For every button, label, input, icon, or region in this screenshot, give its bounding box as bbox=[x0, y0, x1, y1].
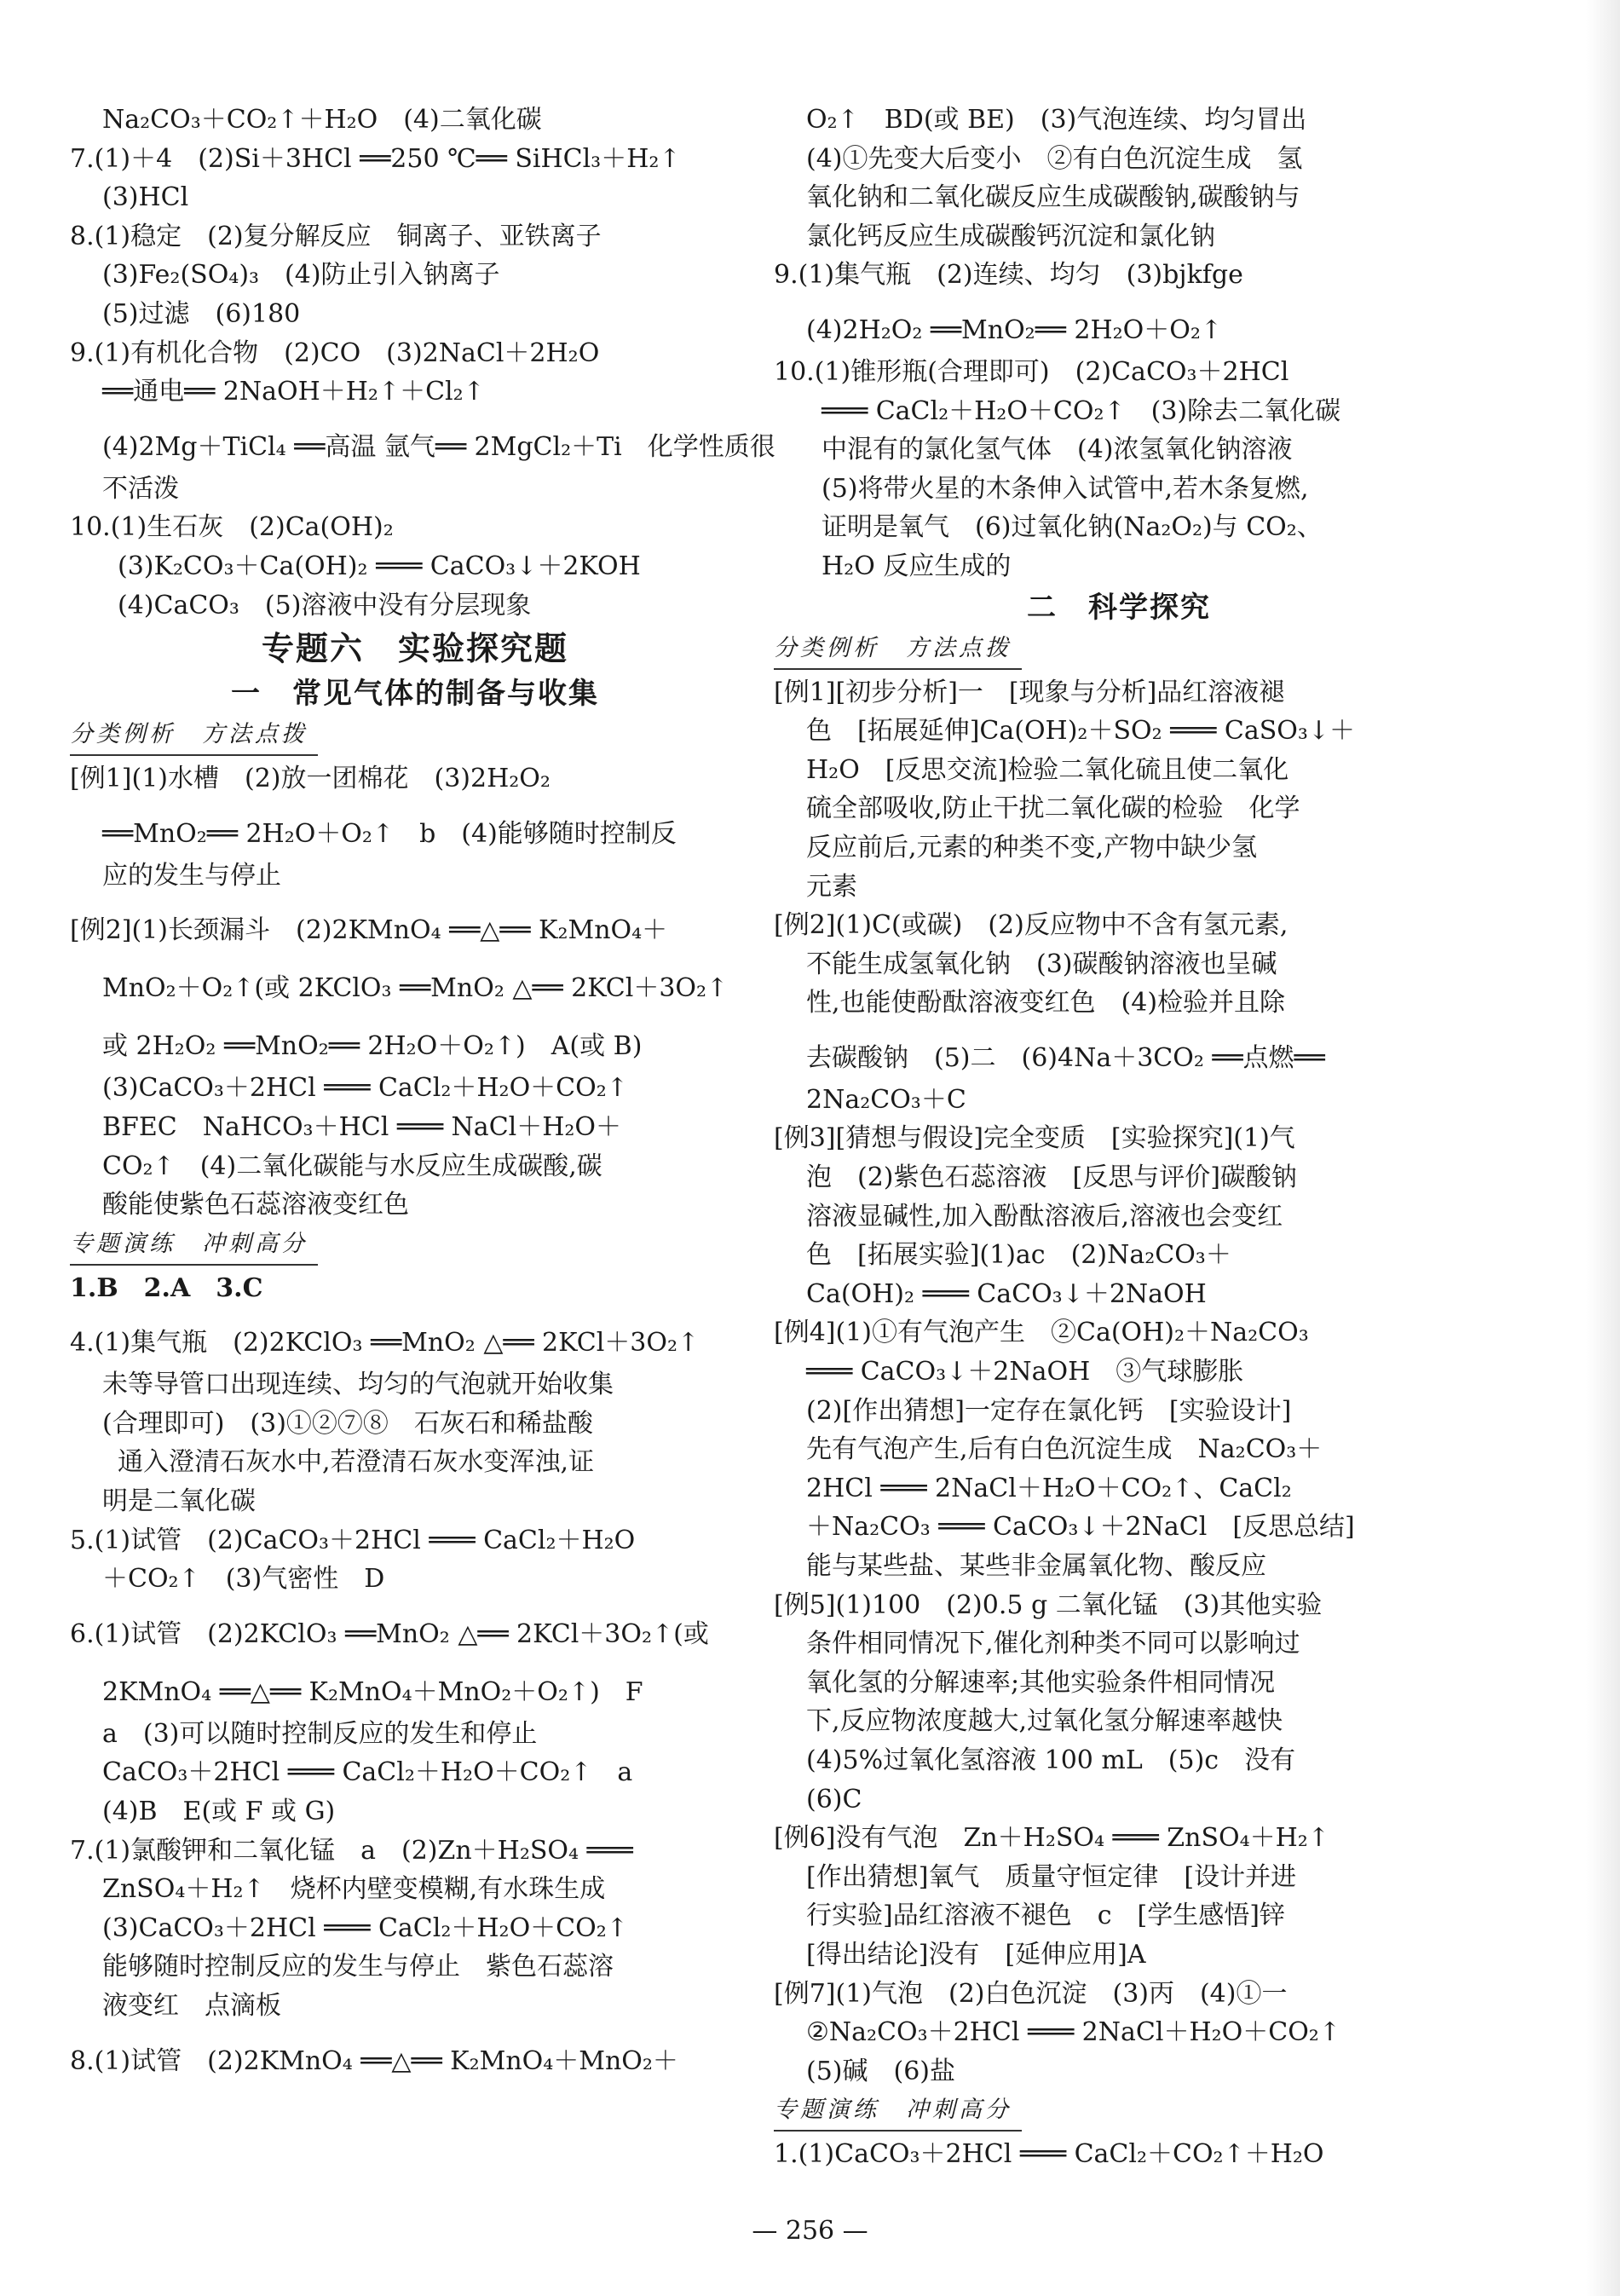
answer-line: [例7](1)气泡 (2)白色沉淀 (3)丙 (4)①一 bbox=[774, 1978, 1288, 2009]
answer-line: (4)2H₂O₂ ══MnO₂══ 2H₂O＋O₂↑ bbox=[806, 314, 1222, 345]
answer-line: 反应前后,元素的种类不变,产物中缺少氢 bbox=[806, 832, 1258, 862]
section-heading: 二 科学探究 bbox=[1027, 590, 1211, 625]
page-fold-shadow bbox=[1586, 0, 1620, 2296]
answer-line: 条件相同情况下,催化剂种类不同可以影响过 bbox=[806, 1629, 1300, 1659]
answer-line: 行实验]品红溶液不褪色 c [学生感悟]锌 bbox=[806, 1901, 1285, 1931]
answer-line: ＋CO₂↑ (3)气密性 D bbox=[102, 1564, 385, 1595]
page-number: — 256 — bbox=[752, 2216, 868, 2246]
answer-line: 2HCl ═══ 2NaCl＋H₂O＋CO₂↑、CaCl₂ bbox=[806, 1473, 1292, 1503]
answer-line: (3)HCl bbox=[102, 182, 189, 213]
answer-line: 通入澄清石灰水中,若澄清石灰水变浑浊,证 bbox=[118, 1447, 595, 1478]
answer-line: 泡 (2)紫色石蕊溶液 [反思与评价]碳酸钠 bbox=[806, 1162, 1297, 1193]
section-heading: 专题六 实验探究题 bbox=[261, 630, 568, 668]
answer-line: 色 [拓展实验](1)ac (2)Na₂CO₃＋ bbox=[806, 1240, 1231, 1271]
answer-line: Ca(OH)₂ ═══ CaCO₃↓＋2NaOH bbox=[806, 1278, 1207, 1309]
answer-line: 证明是氧气 (6)过氧化钠(Na₂O₂)与 CO₂、 bbox=[822, 512, 1323, 543]
answer-line: 2Na₂CO₃＋C bbox=[806, 1084, 966, 1115]
answer-line: 未等导管口出现连续、均匀的气泡就开始收集 bbox=[102, 1370, 614, 1400]
answer-line: 5.(1)试管 (2)CaCO₃＋2HCl ═══ CaCl₂＋H₂O bbox=[70, 1525, 636, 1555]
answer-line: (3)CaCO₃＋2HCl ═══ CaCl₂＋H₂O＋CO₂↑ bbox=[102, 1912, 628, 1943]
answer-line: CO₂↑ (4)二氧化碳能与水反应生成碳酸,碳 bbox=[102, 1151, 602, 1181]
answer-line: [例3][猜想与假设]完全变质 [实验探究](1)气 bbox=[774, 1123, 1295, 1154]
answer-line: (5)将带火星的木条伸入试管中,若木条复燃, bbox=[822, 473, 1309, 504]
answer-line: 能够随时控制反应的发生与停止 紫色石蕊溶 bbox=[102, 1952, 614, 1982]
left-column bbox=[70, 101, 775, 2084]
answer-line: 4.(1)集气瓶 (2)2KClO₃ ══MnO₂ △══ 2KCl＋3O₂↑ bbox=[70, 1328, 700, 1359]
answer-line: 去碳酸钠 (5)二 (6)4Na＋3CO₂ ══点燃══ bbox=[806, 1042, 1325, 1073]
answer-line: 7.(1)＋4 (2)Si＋3HCl ══250 ℃══ SiHCl₃＋H₂↑ bbox=[70, 143, 681, 174]
answer-line: [例2](1)长颈漏斗 (2)2KMnO₄ ══△══ K₂MnO₄＋ bbox=[70, 915, 668, 946]
answer-line: [例4](1)①有气泡产生 ②Ca(OH)₂＋Na₂CO₃ bbox=[774, 1318, 1309, 1348]
answer-line: 1.(1)CaCO₃＋2HCl ═══ CaCl₂＋CO₂↑＋H₂O bbox=[774, 2139, 1324, 2170]
answer-line: 不活泼 bbox=[102, 473, 179, 504]
answer-line: [例1][初步分析]一 [现象与分析]品红溶液褪 bbox=[774, 677, 1285, 707]
answer-line: 中混有的氯化氢气体 (4)浓氢氧化钠溶液 bbox=[822, 435, 1293, 465]
subsection-bar: 分类例析 方法点拨 bbox=[774, 629, 1022, 670]
answer-line: H₂O 反应生成的 bbox=[822, 551, 1012, 581]
answer-line: 氯化钙反应生成碳酸钙沉淀和氯化钠 bbox=[806, 221, 1215, 251]
answer-line: 6.(1)试管 (2)2KClO₃ ══MnO₂ △══ 2KCl＋3O₂↑(或 bbox=[70, 1618, 709, 1649]
answer-line: 色 [拓展延伸]Ca(OH)₂＋SO₂ ═══ CaSO₃↓＋ bbox=[806, 716, 1356, 747]
answer-line: 能与某些盐、某些非金属氧化物、酸反应 bbox=[806, 1551, 1266, 1581]
answer-line: 溶液显碱性,加入酚酞溶液后,溶液也会变红 bbox=[806, 1201, 1283, 1232]
answer-line: O₂↑ BD(或 BE) (3)气泡连续、均匀冒出 bbox=[806, 105, 1307, 135]
answer-line: H₂O [反思交流]检验二氧化硫且使二氧化 bbox=[806, 754, 1289, 785]
right-column bbox=[774, 101, 1464, 2174]
answer-line: [得出结论]没有 [延伸应用]A bbox=[806, 1939, 1146, 1970]
answer-line: 不能生成氢氧化钠 (3)碳酸钠溶液也呈碱 bbox=[806, 949, 1277, 979]
subsection-bar: 专题演练 冲刺高分 bbox=[774, 2091, 1022, 2132]
answer-line: 或 2H₂O₂ ══MnO₂══ 2H₂O＋O₂↑) A(或 B) bbox=[102, 1031, 643, 1062]
answer-line: 9.(1)有机化合物 (2)CO (3)2NaCl＋2H₂O bbox=[70, 337, 600, 368]
answer-line: (2)[作出猜想]一定存在氯化钙 [实验设计] bbox=[806, 1395, 1292, 1426]
answer-line: (4)①先变大后变小 ②有白色沉淀生成 氢 bbox=[806, 143, 1303, 174]
answer-line: MnO₂＋O₂↑(或 2KClO₃ ══MnO₂ △══ 2KCl＋3O₂↑ bbox=[102, 973, 729, 1004]
answer-line: ═══ CaCO₃↓＋2NaOH ③气球膨胀 bbox=[806, 1357, 1244, 1387]
answer-line: 硫全部吸收,防止干扰二氧化碳的检验 化学 bbox=[806, 793, 1300, 824]
answer-line: ══通电══ 2NaOH＋H₂↑＋Cl₂↑ bbox=[102, 377, 485, 407]
answer-line: ═══ CaCl₂＋H₂O＋CO₂↑ (3)除去二氧化碳 bbox=[822, 395, 1341, 426]
answer-line: [作出猜想]氧气 质量守恒定律 [设计并进 bbox=[806, 1861, 1297, 1892]
answer-line: 应的发生与停止 bbox=[102, 860, 281, 891]
answer-line: ══MnO₂══ 2H₂O＋O₂↑ b (4)能够随时控制反 bbox=[102, 818, 677, 849]
answer-line: 氧化氢的分解速率;其他实验条件相同情况 bbox=[806, 1667, 1276, 1698]
answer-line: 液变红 点滴板 bbox=[102, 1991, 281, 2021]
answer-line: 7.(1)氯酸钾和二氧化锰 a (2)Zn＋H₂SO₄ ═══ bbox=[70, 1835, 633, 1866]
answer-line: 酸能使紫色石蕊溶液变红色 bbox=[102, 1190, 409, 1220]
answer-line: Na₂CO₃＋CO₂↑＋H₂O (4)二氧化碳 bbox=[102, 105, 542, 135]
answer-line: 10.(1)生石灰 (2)Ca(OH)₂ bbox=[70, 512, 394, 543]
answer-line: (4)5%过氧化氢溶液 100 mL (5)c 没有 bbox=[806, 1745, 1296, 1775]
answer-line: (4)CaCO₃ (5)溶液中没有分层现象 bbox=[118, 590, 532, 620]
answer-line: [例5](1)100 (2)0.5 g 二氧化锰 (3)其他实验 bbox=[774, 1589, 1323, 1620]
answer-line: ZnSO₄＋H₂↑ 烧杯内壁变模糊,有水珠生成 bbox=[102, 1874, 606, 1905]
answer-line: 明是二氧化碳 bbox=[102, 1486, 256, 1517]
answer-line: [例6]没有气泡 Zn＋H₂SO₄ ═══ ZnSO₄＋H₂↑ bbox=[774, 1823, 1329, 1854]
answer-line: ＋Na₂CO₃ ═══ CaCO₃↓＋2NaCl [反思总结] bbox=[806, 1512, 1355, 1543]
subsection-bar: 专题演练 冲刺高分 bbox=[70, 1225, 318, 1266]
answer-line: 9.(1)集气瓶 (2)连续、均匀 (3)bjkfge bbox=[774, 260, 1243, 291]
answer-line: (5)过滤 (6)180 bbox=[102, 298, 301, 329]
answer-line: BFEC NaHCO₃＋HCl ═══ NaCl＋H₂O＋ bbox=[102, 1111, 622, 1142]
subsection-bar: 分类例析 方法点拨 bbox=[70, 715, 318, 756]
answer-line: 8.(1)试管 (2)2KMnO₄ ══△══ K₂MnO₄＋MnO₂＋ bbox=[70, 2045, 678, 2076]
answer-line: 8.(1)稳定 (2)复分解反应 铜离子、亚铁离子 bbox=[70, 221, 602, 251]
answer-line: (合理即可) (3)①②⑦⑧ 石灰石和稀盐酸 bbox=[102, 1408, 593, 1439]
answer-line: 1.B 2.A 3.C bbox=[70, 1272, 263, 1303]
answer-line: (4)2Mg＋TiCl₄ ══高温 氩气══ 2MgCl₂＋Ti 化学性质很 bbox=[102, 431, 775, 462]
section-heading: 一 常见气体的制备与收集 bbox=[231, 677, 599, 712]
answer-line: ②Na₂CO₃＋2HCl ═══ 2NaCl＋H₂O＋CO₂↑ bbox=[806, 2017, 1340, 2048]
answer-line: (3)Fe₂(SO₄)₃ (4)防止引入钠离子 bbox=[102, 260, 500, 291]
answer-line: (3)CaCO₃＋2HCl ═══ CaCl₂＋H₂O＋CO₂↑ bbox=[102, 1073, 628, 1104]
answer-line: 先有气泡产生,后有白色沉淀生成 Na₂CO₃＋ bbox=[806, 1434, 1323, 1465]
answer-line: 10.(1)锥形瓶(合理即可) (2)CaCO₃＋2HCl bbox=[774, 356, 1289, 387]
answer-line: (6)C bbox=[806, 1784, 862, 1814]
answer-line: 2KMnO₄ ══△══ K₂MnO₄＋MnO₂＋O₂↑) F bbox=[102, 1676, 643, 1707]
answer-line: (3)K₂CO₃＋Ca(OH)₂ ═══ CaCO₃↓＋2KOH bbox=[118, 551, 641, 581]
answer-line: 元素 bbox=[806, 871, 857, 902]
answer-line: 性,也能使酚酞溶液变红色 (4)检验并且除 bbox=[806, 988, 1286, 1018]
answer-line: [例2](1)C(或碳) (2)反应物中不含有氢元素, bbox=[774, 910, 1289, 941]
answer-line: (4)B E(或 F 或 G) bbox=[102, 1797, 336, 1827]
answer-line: [例1](1)水槽 (2)放一团棉花 (3)2H₂O₂ bbox=[70, 764, 551, 794]
answer-line: a (3)可以随时控制反应的发生和停止 bbox=[102, 1718, 538, 1749]
answer-line: 下,反应物浓度越大,过氧化氢分解速率越快 bbox=[806, 1706, 1283, 1737]
answer-line: (5)碱 (6)盐 bbox=[806, 2056, 955, 2086]
answer-line: 氧化钠和二氧化碳反应生成碳酸钠,碳酸钠与 bbox=[806, 182, 1300, 213]
answer-line: CaCO₃＋2HCl ═══ CaCl₂＋H₂O＋CO₂↑ a bbox=[102, 1757, 633, 1788]
